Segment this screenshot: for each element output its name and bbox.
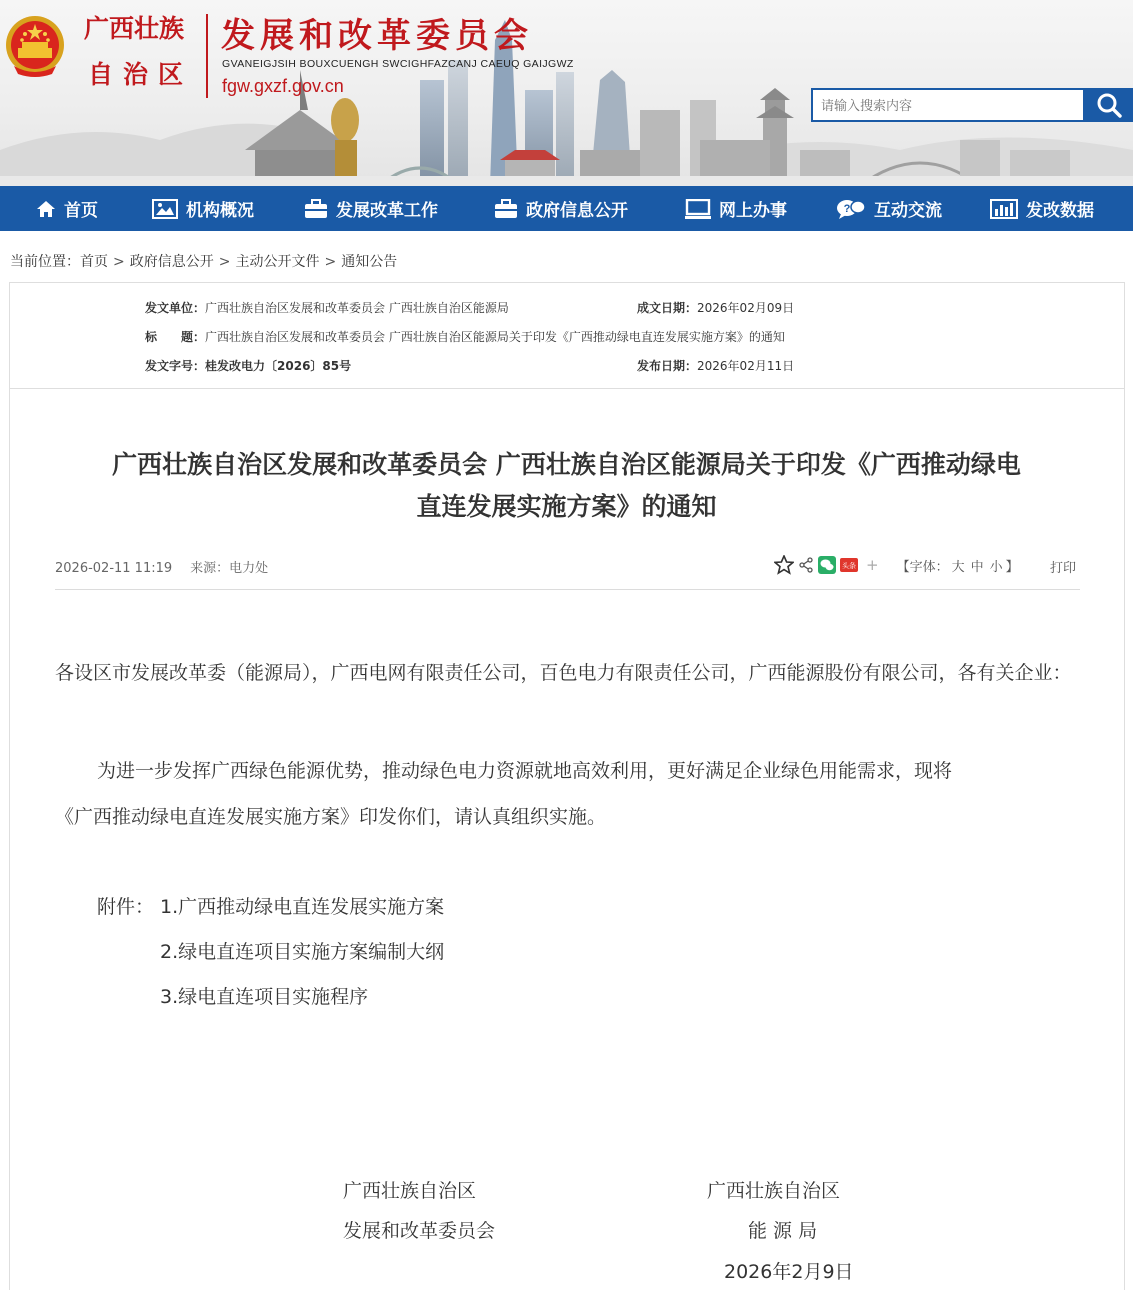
article-paragraph-line1: 为进一步发挥广西绿色能源优势，推动绿色电力资源就地高效利用，更好满足企业绿色用能需求，现将	[97, 760, 953, 782]
nav-item-interaction-label: 互动交流	[874, 201, 942, 221]
signature-date: 2026年2月9日	[724, 1261, 854, 1283]
nav-item-info-open-label: 政府信息公开	[526, 201, 628, 221]
info-doc-number-label: 发文字号：	[145, 359, 206, 373]
national-emblem-icon	[4, 14, 66, 80]
breadcrumb-separator: >	[324, 254, 337, 270]
font-size-small-button[interactable]: 小	[989, 559, 1003, 575]
share-toolbar	[774, 554, 1019, 576]
toutiao-icon-label: 头条	[842, 562, 856, 570]
article-title-line2: 直连发展实施方案》的通知	[416, 492, 717, 521]
info-issuer-value: 广西壮族自治区发展和改革委员会 广西壮族自治区能源局	[205, 301, 509, 315]
attachment-link-3[interactable]: 3.绿电直连项目实施程序	[160, 986, 369, 1008]
article-meta	[55, 557, 268, 576]
breadcrumb-link-notices[interactable]: 通知公告	[341, 254, 398, 270]
region-name-line2: 自治区	[88, 60, 194, 89]
share-icon[interactable]	[798, 557, 814, 573]
nav-item-data[interactable]	[990, 186, 1094, 231]
info-published-value: 2026年02月11日	[697, 359, 795, 373]
info-title-value: 广西壮族自治区发展和改革委员会 广西壮族自治区能源局关于印发《广西推动绿电直连发展实施方案》的通知	[205, 330, 785, 344]
briefcase-icon	[304, 199, 328, 219]
main-nav	[0, 186, 1133, 231]
briefcase-icon	[494, 199, 518, 219]
info-doc-number	[145, 357, 351, 374]
font-size-control	[897, 556, 1019, 575]
nav-item-work-label: 发展改革工作	[336, 201, 438, 221]
image-icon	[152, 199, 178, 219]
header-divider	[206, 14, 208, 98]
nav-item-online-service-label: 网上办事	[719, 201, 787, 221]
chat-icon	[836, 198, 866, 220]
nav-item-data-label: 发改数据	[1026, 201, 1094, 221]
signature-right-line1: 广西壮族自治区	[707, 1180, 841, 1202]
font-size-medium-button[interactable]: 中	[970, 559, 984, 575]
info-issuer	[145, 299, 509, 316]
search-input[interactable]	[811, 88, 1085, 122]
nav-item-interaction[interactable]	[836, 186, 942, 231]
org-name: 发展和改革委员会	[221, 16, 533, 56]
info-issuer-label: 发文单位：	[145, 301, 206, 315]
info-created-value: 2026年02月09日	[697, 301, 795, 315]
breadcrumb	[10, 251, 397, 271]
article-paragraph-line2: 《广西推动绿电直连发展实施方案》印发你们，请认真组织实施。	[55, 806, 607, 828]
home-icon	[36, 199, 56, 219]
nav-item-work[interactable]	[304, 186, 438, 231]
attachment-link-1[interactable]: 1.广西推动绿电直连发展实施方案	[160, 896, 445, 918]
monitor-icon	[685, 199, 711, 219]
breadcrumb-link-active-files[interactable]: 主动公开文件	[235, 254, 320, 270]
breadcrumb-prefix: 当前位置：	[10, 254, 80, 270]
article-paragraph	[55, 748, 1080, 840]
article-source: 来源：电力处	[190, 561, 269, 576]
search-icon	[1096, 92, 1122, 118]
region-name	[84, 12, 196, 92]
bar-chart-icon	[990, 199, 1018, 219]
attachment-label: 附件：	[97, 896, 155, 918]
signature-right-line2: 能 源 局	[748, 1220, 818, 1242]
info-published-label: 发布日期：	[637, 359, 698, 373]
more-share-icon[interactable]: +	[866, 556, 879, 574]
org-name-zhuang: GVANEIGJSIH BOUXCUENGH SWCIGHFAZCANJ CAEUQ GAIJGWZ	[222, 58, 574, 70]
article-addressees: 各设区市发展改革委（能源局），广西电网有限责任公司，百色电力有限责任公司，广西能源股份有限公司，各有关企业：	[55, 662, 1072, 684]
breadcrumb-link-info-open[interactable]: 政府信息公开	[129, 254, 214, 270]
nav-item-online-service[interactable]	[685, 186, 787, 231]
info-published-date	[637, 357, 794, 374]
svg-text:?: ?	[843, 202, 851, 215]
print-button[interactable]: 打印	[1050, 561, 1077, 576]
font-size-open: 【字体：	[896, 559, 949, 575]
nav-item-about[interactable]	[152, 186, 254, 231]
header-banner	[0, 0, 1133, 186]
font-size-close: 】	[1005, 559, 1019, 575]
toutiao-icon[interactable]	[840, 558, 858, 572]
meta-divider	[55, 589, 1080, 590]
favorite-star-icon[interactable]	[774, 555, 794, 575]
nav-item-home-label: 首页	[64, 201, 98, 221]
article-title-line1: 广西壮族自治区发展和改革委员会 广西壮族自治区能源局关于印发《广西推动绿电	[112, 450, 1021, 479]
breadcrumb-link-home[interactable]: 首页	[80, 254, 108, 270]
site-url[interactable]: fgw.gxzf.gov.cn	[222, 76, 344, 96]
signature-left-line1: 广西壮族自治区	[343, 1180, 477, 1202]
article-datetime: 2026-02-11 11:19	[55, 561, 173, 576]
info-created-date	[637, 299, 794, 316]
info-title-label: 标 题：	[145, 330, 206, 344]
nav-item-home[interactable]	[36, 186, 98, 231]
breadcrumb-separator: >	[113, 254, 125, 270]
breadcrumb-separator: >	[218, 254, 231, 270]
search-button[interactable]	[1084, 88, 1133, 122]
info-title	[145, 328, 785, 345]
nav-item-info-open[interactable]	[494, 186, 628, 231]
font-size-large-button[interactable]: 大	[951, 559, 965, 575]
region-name-line1: 广西壮族	[84, 14, 185, 43]
attachment-link-2[interactable]: 2.绿电直连项目实施方案编制大纲	[160, 941, 445, 963]
info-created-label: 成文日期：	[637, 301, 698, 315]
wechat-icon[interactable]	[818, 556, 836, 574]
signature-left-line2: 发展和改革委员会	[343, 1220, 496, 1242]
article-title	[40, 444, 1093, 528]
info-doc-number-value: 桂发改电力〔2026〕85号	[205, 359, 352, 373]
nav-item-about-label: 机构概况	[186, 201, 254, 221]
